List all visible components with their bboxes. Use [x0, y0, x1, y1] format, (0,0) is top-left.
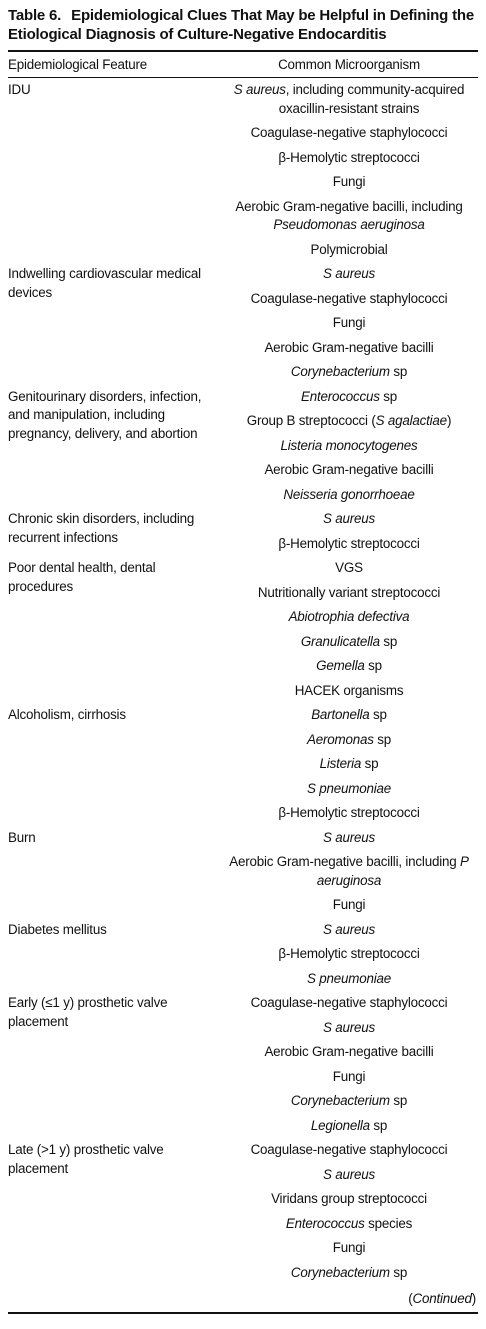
table-row: [8, 262, 478, 287]
organism-cell: [220, 850, 478, 893]
organism-text: ): [446, 413, 452, 428]
organism-cell: [220, 1065, 478, 1090]
feature-cell: Alcoholism, cirrhosis: [8, 707, 126, 722]
continued-text: Continued: [412, 1291, 472, 1306]
organism-text: Enterococcus: [285, 1215, 365, 1231]
organism-cell: [220, 826, 478, 851]
organism-cell: [220, 630, 478, 655]
organism-text: Listeria: [319, 756, 362, 771]
organism-text: S aureus: [323, 829, 375, 845]
organism-text: sp: [373, 731, 391, 747]
organism-text: Group B streptococci (: [246, 413, 376, 428]
organism-cell: [220, 360, 478, 385]
organism-text: VGS: [335, 560, 363, 575]
organism-text: Fungi: [332, 174, 366, 189]
data-table: [8, 78, 478, 1285]
organism-text: , including community-acquired oxacillin-resistant strains: [278, 82, 465, 116]
table-row: [8, 1138, 478, 1163]
organism-text: sp: [389, 1264, 408, 1280]
organism-text: β-Hemolytic streptococci: [278, 946, 420, 961]
feature-cell: IDU: [8, 82, 31, 97]
organism-cell: [220, 1212, 478, 1237]
organism-text: Corynebacterium: [290, 364, 390, 379]
organism-text: Viridans group streptococci: [271, 1191, 427, 1206]
feature-cell: Indwelling cardiovascular medical devices: [8, 266, 201, 300]
organism-text: HACEK organisms: [294, 682, 404, 698]
organism-text: Listeria monocytogenes: [280, 437, 418, 453]
organism-text: Abiotrophia defectiva: [288, 609, 410, 624]
organism-cell: [220, 942, 478, 967]
organism-text: S aureus: [323, 266, 375, 281]
table-row: [8, 385, 478, 410]
organism-text: β-Hemolytic streptococci: [278, 149, 420, 165]
organism-text: sp: [379, 388, 397, 404]
organism-text: Gemella: [316, 658, 365, 673]
organism-text: sp: [379, 633, 398, 649]
organism-text: Fungi: [332, 1068, 366, 1084]
table-body: [8, 78, 478, 1285]
organism-cell: [220, 483, 478, 508]
organism-cell: [220, 78, 478, 121]
column-header-organism: Common Microorganism: [278, 57, 420, 72]
organism-cell: [220, 918, 478, 943]
organism-cell: [220, 434, 478, 459]
organism-cell: [220, 991, 478, 1016]
table-row: [8, 556, 478, 581]
feature-cell: Late (>1 y) prosthetic valve placement: [8, 1142, 164, 1176]
organism-text: S aureus: [323, 511, 375, 526]
organism-text: Aerobic Gram-negative bacilli: [264, 1044, 434, 1059]
table-row: [8, 78, 478, 121]
organism-cell: [220, 287, 478, 312]
organism-cell: [220, 1114, 478, 1139]
organism-text: Aerobic Gram-negative bacilli: [264, 462, 434, 477]
organism-text: Coagulase-negative staphylococci: [250, 1142, 448, 1157]
organism-text: Aerobic Gram-negative bacilli, including: [229, 854, 460, 869]
organism-cell: [220, 752, 478, 777]
organism-cell: [220, 146, 478, 171]
organism-cell: [220, 777, 478, 802]
organism-text: Corynebacterium: [290, 1093, 390, 1108]
organism-cell: [220, 967, 478, 992]
table-row: [8, 703, 478, 728]
organism-text: Fungi: [332, 1240, 366, 1255]
column-header-feature: Epidemiological Feature: [8, 57, 148, 72]
organism-cell: [220, 728, 478, 753]
organism-text: P aeruginosa: [316, 854, 469, 888]
organism-cell: [220, 458, 478, 483]
organism-text: S aureus: [233, 82, 286, 97]
organism-cell: [220, 1187, 478, 1212]
organism-cell: [220, 581, 478, 606]
table-row: [8, 507, 478, 532]
organism-cell: [220, 801, 478, 826]
organism-text: Fungi: [332, 897, 366, 912]
organism-cell: [220, 1261, 478, 1286]
feature-cell: Early (≤1 y) prosthetic valve placement: [8, 995, 168, 1029]
organism-text: sp: [389, 364, 408, 379]
table-title: [8, 6, 478, 44]
organism-cell: [220, 238, 478, 263]
organism-text: Aeromonas: [307, 731, 374, 747]
organism-cell: [220, 532, 478, 557]
table-header-row: [8, 52, 478, 77]
organism-cell: [220, 409, 478, 434]
organism-text: S pneumoniae: [307, 970, 391, 986]
organism-cell: [220, 1138, 478, 1163]
feature-cell: Poor dental health, dental procedures: [8, 560, 156, 594]
organism-text: Legionella: [310, 1117, 370, 1133]
organism-cell: [220, 262, 478, 287]
feature-cell: Chronic skin disorders, including recurrent infections: [8, 511, 195, 545]
organism-cell: [220, 605, 478, 630]
organism-text: sp: [369, 1117, 388, 1133]
organism-text: Coagulase-negative staphylococci: [250, 290, 448, 306]
organism-cell: [220, 1040, 478, 1065]
organism-cell: [220, 1236, 478, 1261]
organism-cell: [220, 1016, 478, 1041]
organism-text: Coagulase-negative staphylococci: [250, 125, 448, 140]
organism-cell: [220, 195, 478, 238]
organism-cell: [220, 679, 478, 704]
organism-cell: [220, 170, 478, 195]
organism-text: Nutritionally variant streptococci: [257, 584, 441, 600]
organism-text: β-Hemolytic streptococci: [278, 535, 420, 551]
feature-cell: Genitourinary disorders, infection, and manipulation, including pregnancy, delivery, and abortion: [8, 388, 202, 441]
organism-cell: [220, 1163, 478, 1188]
table-row: [8, 991, 478, 1016]
organism-text: S aureus: [323, 921, 375, 937]
organism-text: Neisseria gonorrhoeae: [283, 486, 415, 502]
organism-cell: [220, 893, 478, 918]
organism-cell: [220, 1089, 478, 1114]
table-row: [8, 826, 478, 851]
organism-text: Fungi: [332, 315, 366, 330]
organism-text: sp: [389, 1093, 408, 1108]
organism-text: Granulicatella: [300, 633, 380, 649]
table-container: [8, 0, 478, 1314]
organism-text: sp: [364, 658, 382, 673]
organism-cell: [220, 556, 478, 581]
organism-text: Bartonella: [311, 707, 370, 722]
organism-text: S aureus: [323, 1166, 375, 1182]
organism-text: sp: [361, 756, 379, 771]
bottom-rule: [8, 1312, 478, 1314]
organism-text: S pneumoniae: [307, 780, 391, 796]
organism-cell: [220, 336, 478, 361]
organism-cell: [220, 385, 478, 410]
table-row: [8, 918, 478, 943]
continued-note: (Continued): [408, 1291, 476, 1306]
table-title-text: Epidemiological Clues That May be Helpful in Defining the Etiological Diagnosis of Culture-Negative Endocarditis: [8, 7, 474, 43]
feature-cell: Diabetes mellitus: [8, 921, 107, 937]
organism-text: β-Hemolytic streptococci: [278, 805, 420, 820]
table-number: Table 6.: [8, 7, 62, 24]
organism-cell: [220, 311, 478, 336]
organism-text: Polymicrobial: [310, 241, 388, 257]
organism-text: sp: [369, 707, 387, 722]
organism-cell: [220, 121, 478, 146]
organism-text: S aureus: [323, 1019, 375, 1035]
organism-text: Aerobic Gram-negative bacilli, including: [235, 198, 463, 214]
organism-text: Pseudomonas aeruginosa: [273, 217, 425, 232]
organism-text: Corynebacterium: [290, 1264, 390, 1280]
organism-text: S agalactiae: [375, 413, 447, 428]
organism-cell: [220, 654, 478, 679]
organism-text: species: [364, 1215, 413, 1231]
organism-text: Enterococcus: [301, 388, 380, 404]
organism-cell: [220, 703, 478, 728]
organism-text: Aerobic Gram-negative bacilli: [264, 339, 434, 355]
organism-text: Coagulase-negative staphylococci: [250, 995, 448, 1010]
feature-cell: Burn: [8, 829, 36, 845]
organism-cell: [220, 507, 478, 532]
